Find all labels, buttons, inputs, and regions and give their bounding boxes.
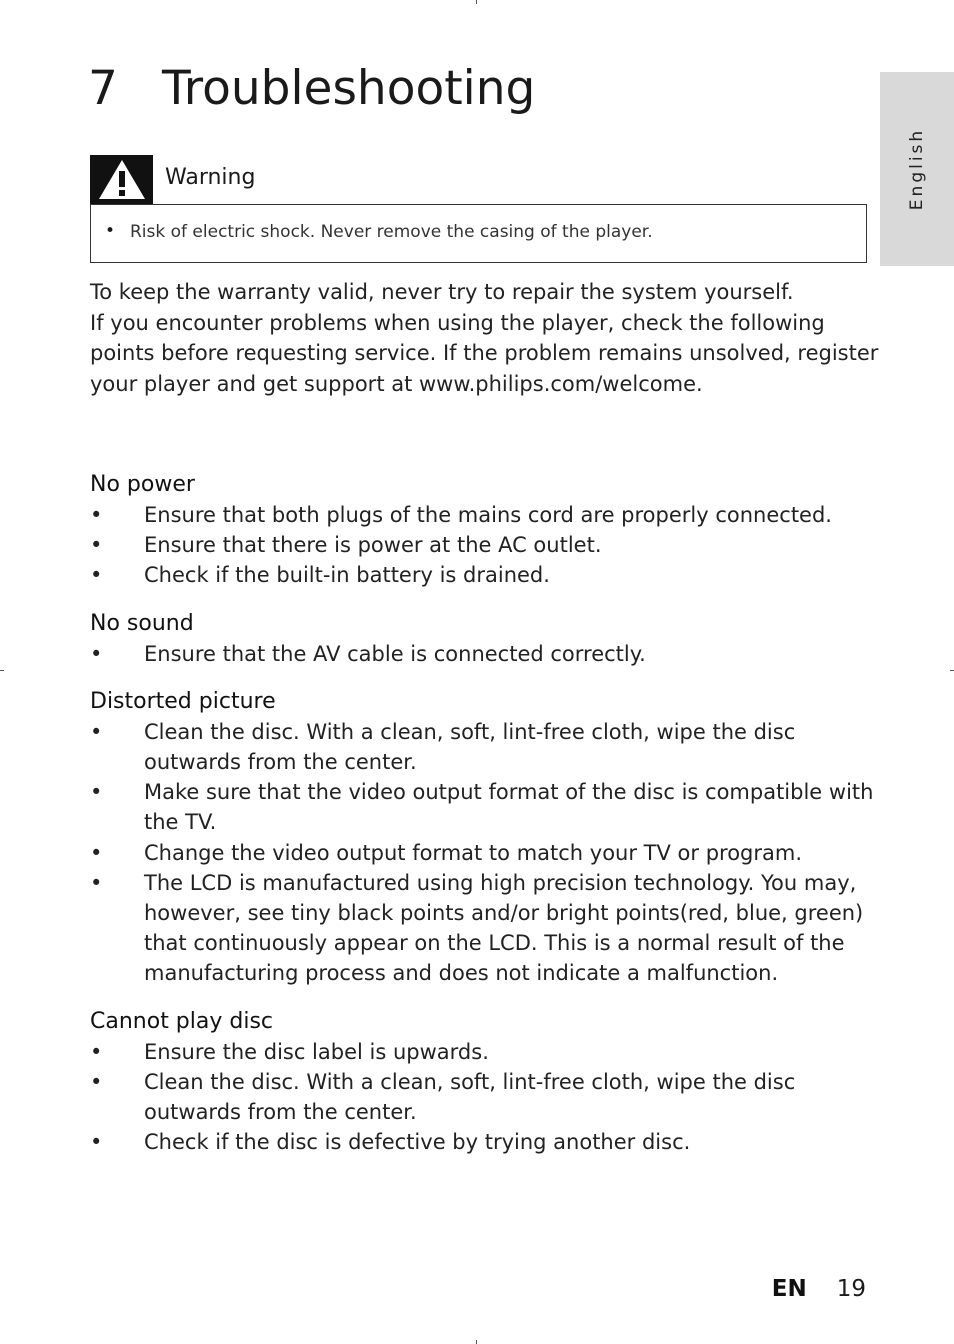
list-item: • Ensure that there is power at the AC outlet. [90,530,880,560]
language-tab-label: English [907,127,927,211]
bullet: • [90,641,103,666]
section-no-power [90,470,880,591]
trim-mark [950,670,954,671]
warning-text: Risk of electric shock. Never remove the casing of the player. [130,222,653,242]
bullet: • [90,719,103,744]
section-title: Distorted picture [90,688,276,714]
language-side-tab [880,72,954,266]
warning-title: Warning [165,165,256,190]
list-item: • Make sure that the video output format of the disc is compatible with the TV. [90,777,880,837]
warning-box [90,204,867,263]
bullet: • [90,1069,103,1094]
section-title: Cannot play disc [90,1008,274,1034]
list-item: • Clean the disc. With a clean, soft, lint-free cloth, wipe the disc outwards from the center. [90,717,880,777]
intro-paragraph: To keep the warranty valid, never try to repair the system yourself. [90,280,794,304]
list-item: • Check if the disc is defective by trying another disc. [90,1127,880,1157]
bullet: • [90,533,103,558]
page-footer [772,1274,866,1304]
section-no-sound [90,609,880,669]
intro-text [90,277,880,399]
list-item: • The LCD is manufactured using high precision technology. You may, however, see tiny black points and/or bright points(red, blue, green) that continuously appear on the LCD. This is a normal result of the manufacturing process and does not indicate a malfunction. [90,868,880,989]
chapter-heading [88,58,535,120]
bullet: • [90,840,103,865]
list-item: • Clean the disc. With a clean, soft, lint-free cloth, wipe the disc outwards from the center. [90,1067,880,1127]
chapter-title: Troubleshooting [162,61,536,116]
list-item: • Check if the built-in battery is drained. [90,560,880,590]
list-item: • Ensure that both plugs of the mains cord are properly connected. [90,500,880,530]
section-title: No power [90,472,195,497]
section-list [90,1037,880,1158]
bullet: • [90,780,103,805]
bullet: • [90,503,103,527]
bullet: • [90,563,103,588]
intro-paragraph: If you encounter problems when using the player, check the following points before requesting service. If the problem remains unsolved, register your player and get support at www.philips.com/welcome. [90,310,879,396]
bullet: • [90,1039,103,1064]
section-title: No sound [90,610,194,636]
warning-triangle-icon [90,155,153,204]
chapter-number: 7 [88,61,118,116]
trim-mark [0,670,4,671]
page-number: 19 [836,1276,866,1302]
bullet: • [90,870,103,895]
troubleshooting-sections [90,470,880,1175]
section-distorted-picture [90,687,880,989]
section-list [90,717,880,989]
list-item: • Ensure the disc label is upwards. [90,1037,880,1067]
bullet: • [105,221,116,241]
warning-header [90,155,867,204]
footer-language-code: EN [771,1276,807,1302]
section-cannot-play-disc [90,1007,880,1158]
trim-mark [476,0,477,4]
section-list [90,639,880,669]
section-list [90,500,880,591]
list-item: • Ensure that the AV cable is connected correctly. [90,639,880,669]
trim-mark [476,1340,477,1344]
bullet: • [90,1130,103,1155]
list-item: • Change the video output format to match your TV or program. [90,838,880,868]
